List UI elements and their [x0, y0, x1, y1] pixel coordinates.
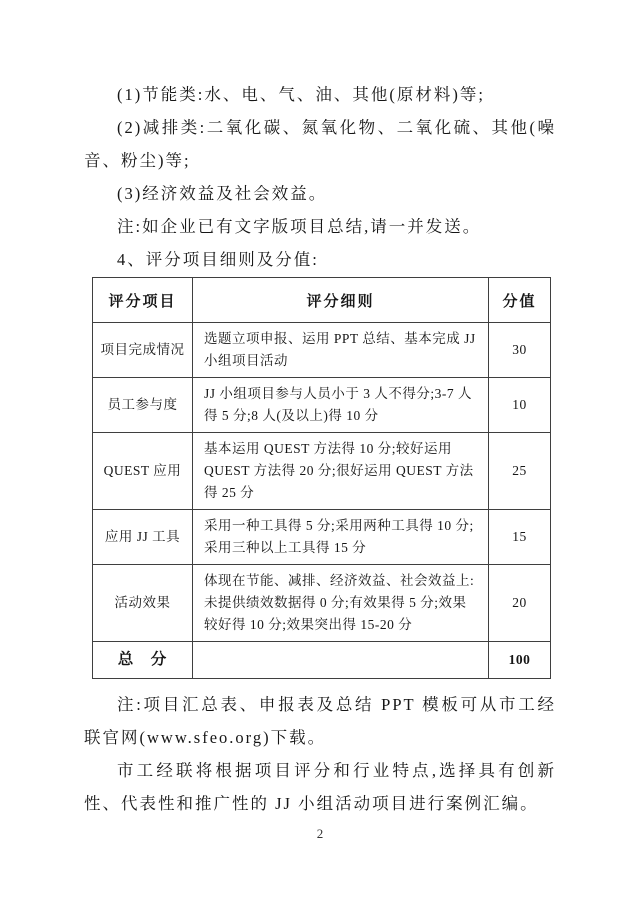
score-cell: 25	[489, 433, 551, 510]
table-row-quest-application	[93, 433, 551, 510]
total-label-cell: 总 分	[93, 642, 193, 679]
score-cell: 10	[489, 378, 551, 433]
table-row-jj-tools	[93, 510, 551, 565]
page-number: 2	[316, 826, 324, 841]
paragraph-section-4-title: 4、评分项目细则及分值:	[117, 250, 319, 269]
paragraph-energy-saving: (1)节能类:水、电、气、油、其他(原材料)等;	[117, 85, 485, 104]
table-row-activity-effect	[93, 565, 551, 642]
detail-cell: 选题立项申报、运用 PPT 总结、基本完成 JJ 小组项目活动	[193, 323, 489, 378]
paragraph-note-download: 注:项目汇总表、申报表及总结 PPT 模板可从市工经联官网(www.sfeo.org)下载。	[84, 695, 556, 747]
paragraph-economic-benefit: (3)经济效益及社会效益。	[117, 184, 328, 203]
table-header-row	[93, 278, 551, 323]
paragraph-case-compilation: 市工经联将根据项目评分和行业特点,选择具有创新性、代表性和推广性的 JJ 小组活动项目进行案例汇编。	[84, 761, 556, 813]
item-cell: 应用 JJ 工具	[93, 510, 193, 565]
paragraph-note-summary: 注:如企业已有文字版项目总结,请一并发送。	[117, 217, 482, 236]
item-cell: 项目完成情况	[93, 323, 193, 378]
score-cell: 30	[489, 323, 551, 378]
total-score-cell: 100	[489, 642, 551, 679]
detail-cell: 采用一种工具得 5 分;采用两种工具得 10 分;采用三种以上工具得 15 分	[193, 510, 489, 565]
item-cell: 活动效果	[93, 565, 193, 642]
header-scoring-detail: 评分细则	[193, 278, 489, 323]
item-cell: 员工参与度	[93, 378, 193, 433]
detail-cell: 体现在节能、减排、经济效益、社会效益上:未提供绩效数据得 0 分;有效果得 5 分;效果较好得 10 分;效果突出得 15-20 分	[193, 565, 489, 642]
table-row-employee-participation	[93, 378, 551, 433]
footer-notes	[84, 688, 556, 820]
detail-cell: 基本运用 QUEST 方法得 10 分;较好运用 QUEST 方法得 20 分;很好运用 QUEST 方法得 25 分	[193, 433, 489, 510]
paragraph-emission-reduction: (2)减排类:二氧化碳、氮氧化物、二氧化硫、其他(噪音、粉尘)等;	[84, 118, 556, 170]
header-score-value: 分值	[489, 278, 551, 323]
detail-cell: JJ 小组项目参与人员小于 3 人不得分;3-7 人得 5 分;8 人(及以上)得 10 分	[193, 378, 489, 433]
scoring-table	[92, 277, 551, 679]
table-total-row	[93, 642, 551, 679]
total-detail-cell	[193, 642, 489, 679]
item-cell: QUEST 应用	[93, 433, 193, 510]
table-row-project-completion	[93, 323, 551, 378]
score-cell: 15	[489, 510, 551, 565]
score-cell: 20	[489, 565, 551, 642]
header-scoring-item: 评分项目	[93, 278, 193, 323]
